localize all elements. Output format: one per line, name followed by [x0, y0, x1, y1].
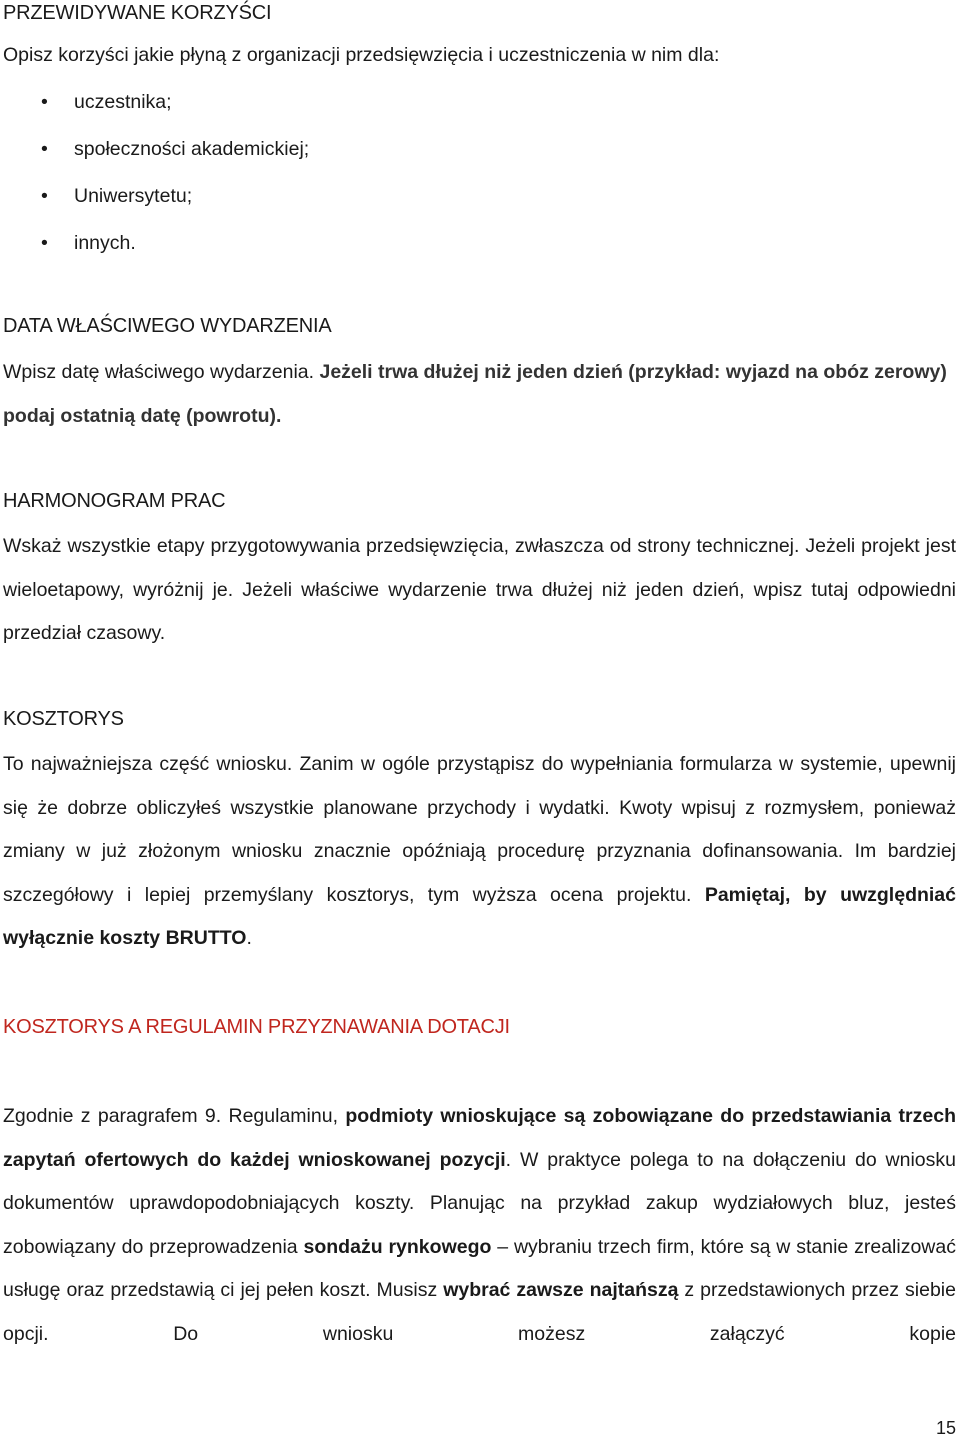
benefits-intro: Opisz korzyści jakie płyną z organizacji przedsięwzięcia i uczestniczenia w nim dla: [3, 44, 720, 66]
section-heading-event-date: DATA WŁAŚCIWEGO WYDARZENIA [3, 315, 332, 337]
regulations-text-4: z przedstawionych przez siebie opcji. Do wniosku możesz załączyć kopie [3, 1279, 956, 1345]
list-item [3, 136, 956, 183]
section-heading-regulations: KOSZTORYS A REGULAMIN PRZYZNAWANIA DOTACJI [3, 1016, 510, 1038]
event-date-emphasis: Jeżeli trwa dłużej niż jeden dzień (przykład: wyjazd na obóz zerowy) podaj ostatnią datę (powrotu). [3, 361, 947, 427]
budget-text: To najważniejsza część wniosku. Zanim w ogóle przystąpisz do wypełniania formularza w systemie, upewnij się że dobrze obliczyłeś wszystkie planowane przychody i wydatki. Kwoty wpisuj z rozmysłem, ponieważ zmiany w już złożonym wniosku znacznie opóźniają procedurę przyznania dofinansowania. Im bardziej szczegółowy i lepiej przemyślany kosztorys, tym wyższa ocena projektu. [3, 753, 956, 906]
section-heading-schedule: HARMONOGRAM PRAC [3, 490, 226, 512]
schedule-paragraph: Wskaż wszystkie etapy przygotowywania przedsięwzięcia, zwłaszcza od strony technicznej. Jeżeli projekt jest wieloetapowy, wyróżnij je. Jeżeli właściwe wydarzenie trwa dłużej niż jeden dzień, wpisz tutaj odpowiedni przedział czasowy. [3, 535, 956, 644]
budget-gross-note: Pamiętaj, by uwzględniać wyłącznie koszty BRUTTO [3, 883, 956, 949]
list-item-text: społeczności akademickiej; [74, 138, 310, 160]
regulations-text-2: . W praktyce polega to na dołączeniu do wniosku dokumentów uprawdopodobniających koszty. Planując na przykład zakup wydziałowych bluz, jesteś zobowiązany do przeprowadzenia [3, 1148, 956, 1258]
benefits-list [3, 89, 956, 277]
event-date-paragraph [3, 351, 956, 438]
event-date-text: Wpisz datę właściwego wydarzenia. [3, 361, 315, 383]
budget-paragraph [3, 743, 956, 961]
list-item [3, 183, 956, 230]
regulations-bold-3: wybrać zawsze najtańszą [443, 1279, 679, 1301]
list-item [3, 230, 956, 277]
budget-end: . [246, 927, 252, 949]
section-heading-budget: KOSZTORYS [3, 708, 124, 730]
page-number: 15 [935, 1418, 956, 1438]
bullet-icon: • [41, 185, 48, 207]
regulations-bold-1: podmioty wnioskujące są zobowiązane do przedstawiania trzech zapytań ofertowych do każdej wnioskowanej pozycji [3, 1105, 956, 1171]
list-item [3, 89, 956, 136]
regulations-text-1: Zgodnie z paragrafem 9. Regulaminu, [3, 1105, 346, 1127]
list-item-text: uczestnika; [74, 91, 172, 113]
list-item-text: innych. [74, 232, 136, 254]
bullet-icon: • [41, 138, 48, 160]
regulations-text-3: – wybraniu trzech firm, które są w stanie zrealizować usługę oraz przedstawią ci jej pełen koszt. Musisz [3, 1235, 956, 1301]
section-heading-benefits: PRZEWIDYWANE KORZYŚCI [3, 2, 272, 24]
bullet-icon: • [41, 91, 48, 113]
list-item-text: Uniwersytetu; [74, 185, 193, 207]
regulations-bold-2: sondażu rynkowego [303, 1235, 492, 1258]
regulations-paragraph [3, 1095, 956, 1356]
bullet-icon: • [41, 232, 48, 254]
